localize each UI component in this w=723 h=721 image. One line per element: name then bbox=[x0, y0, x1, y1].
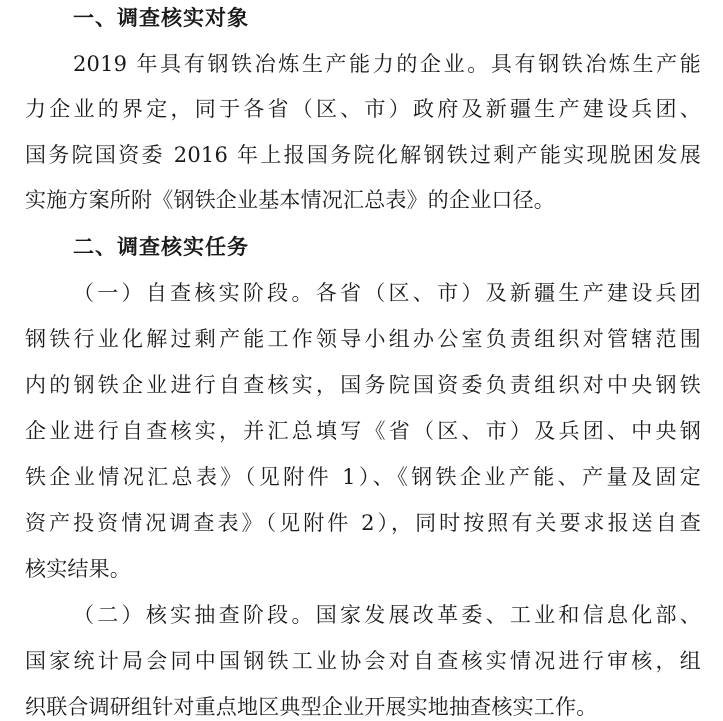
paragraph-line: 企业进行自查核实，并汇总填写《省（区、市）及兵团、中央钢 bbox=[25, 419, 701, 443]
paragraph-line: 钢铁行业化解过剩产能工作领导小组办公室负责组织对管辖范围 bbox=[25, 327, 701, 351]
paragraph-line: 国家统计局会同中国钢铁工业协会对自查核实情况进行审核，组 bbox=[25, 649, 701, 673]
paragraph-line: （二）核实抽查阶段。国家发展改革委、工业和信息化部、 bbox=[73, 603, 701, 627]
paragraph-line: 国务院国资委 2016 年上报国务院化解钢铁过剩产能实现脱困发展 bbox=[25, 143, 701, 167]
paragraph-line: 织联合调研组针对重点地区典型企业开展实地抽查核实工作。 bbox=[25, 695, 598, 719]
paragraph-line: 内的钢铁企业进行自查核实，国务院国资委负责组织对中央钢铁 bbox=[25, 373, 701, 397]
paragraph-line: 资产投资情况调查表》（见附件 2），同时按照有关要求报送自查 bbox=[25, 511, 701, 535]
paragraph-line: 铁企业情况汇总表》（见附件 1）、《钢铁企业产能、产量及固定 bbox=[25, 465, 701, 489]
section-heading-objects: 一、调查核实对象 bbox=[73, 6, 249, 30]
paragraph-line: 核实结果。 bbox=[25, 557, 131, 581]
section-heading-tasks: 二、调查核实任务 bbox=[73, 235, 249, 259]
paragraph-line: （一）自查核实阶段。各省（区、市）及新疆生产建设兵团 bbox=[73, 281, 701, 305]
paragraph-line: 力企业的界定，同于各省（区、市）政府及新疆生产建设兵团、 bbox=[25, 97, 701, 121]
paragraph-line: 实施方案所附《钢铁企业基本情况汇总表》的企业口径。 bbox=[25, 188, 555, 212]
paragraph-line: 2019 年具有钢铁冶炼生产能力的企业。具有钢铁冶炼生产能 bbox=[73, 52, 701, 76]
